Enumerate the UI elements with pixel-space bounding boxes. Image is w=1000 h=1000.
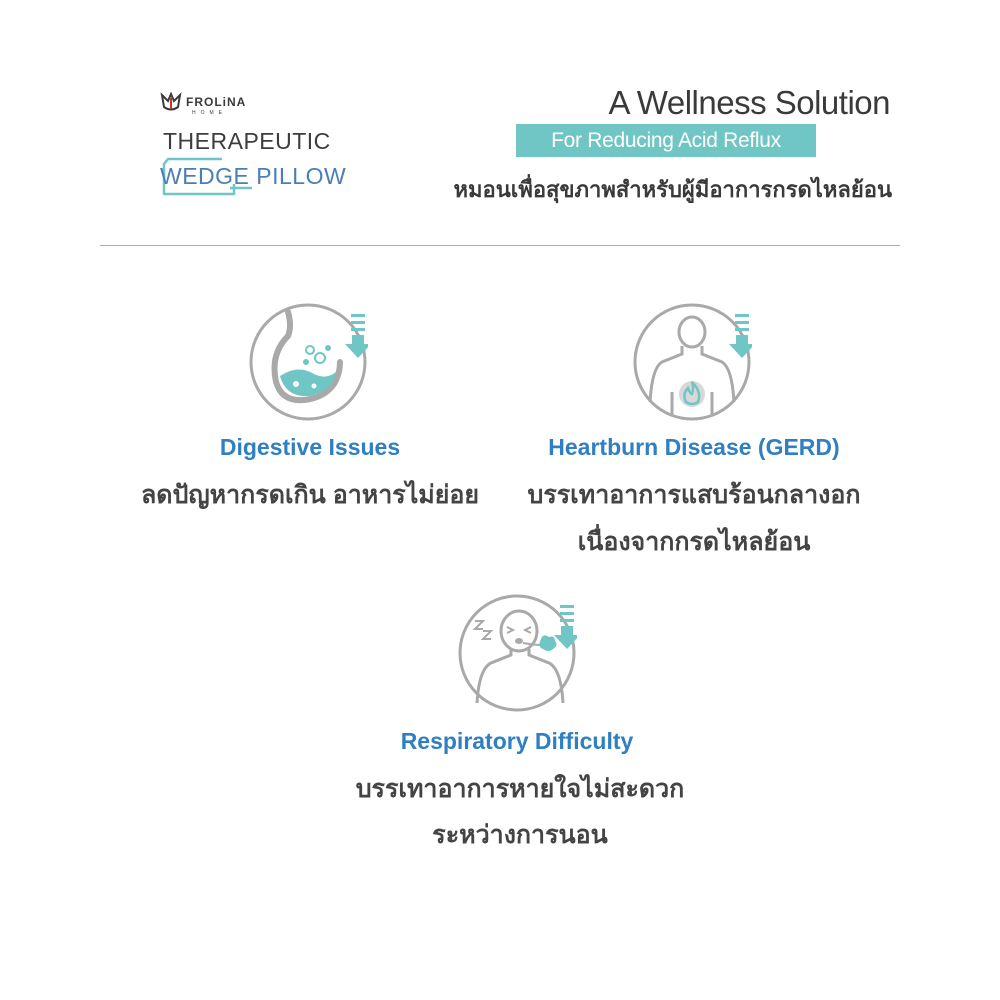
brand-subname: HOME <box>192 110 227 116</box>
stomach-icon <box>248 302 368 422</box>
feature-title-respiratory: Respiratory Difficulty <box>400 728 634 754</box>
product-name-line2: WEDGE PILLOW <box>160 163 347 189</box>
brand-logo <box>160 88 347 203</box>
tulip-logo-icon <box>160 92 182 112</box>
feature-desc-heartburn-line1: บรรเทาอาการแสบร้อนกลางอก <box>527 481 861 509</box>
product-name-line2-box <box>160 154 347 199</box>
feature-desc-digestive: ลดปัญหากรดเกิน อาหารไม่ย่อย <box>140 481 480 509</box>
brand-name: FROLiNA <box>186 95 247 109</box>
thai-subtitle: หมอนเพื่อสุขภาพสำหรับผู้มีอาการกรดไหลย้อน <box>453 177 892 202</box>
chest-fire-icon <box>632 302 752 422</box>
feature-title-heartburn: Heartburn Disease (GERD) <box>548 434 840 460</box>
headline: A Wellness Solution <box>608 84 890 121</box>
feature-desc-respiratory-line2: ระหว่างการนอน <box>432 821 608 849</box>
feature-title-digestive: Digestive Issues <box>219 434 401 460</box>
product-name-line1: THERAPEUTIC <box>163 128 331 154</box>
feature-desc-heartburn-line2: เนื่องจากกรดไหลย้อน <box>577 528 811 556</box>
header-divider <box>100 245 900 246</box>
sleep-cough-icon <box>457 593 577 713</box>
tagline-badge: For Reducing Acid Reflux <box>516 124 816 157</box>
feature-desc-respiratory-line1: บรรเทาอาการหายใจไม่สะดวก <box>355 775 685 803</box>
